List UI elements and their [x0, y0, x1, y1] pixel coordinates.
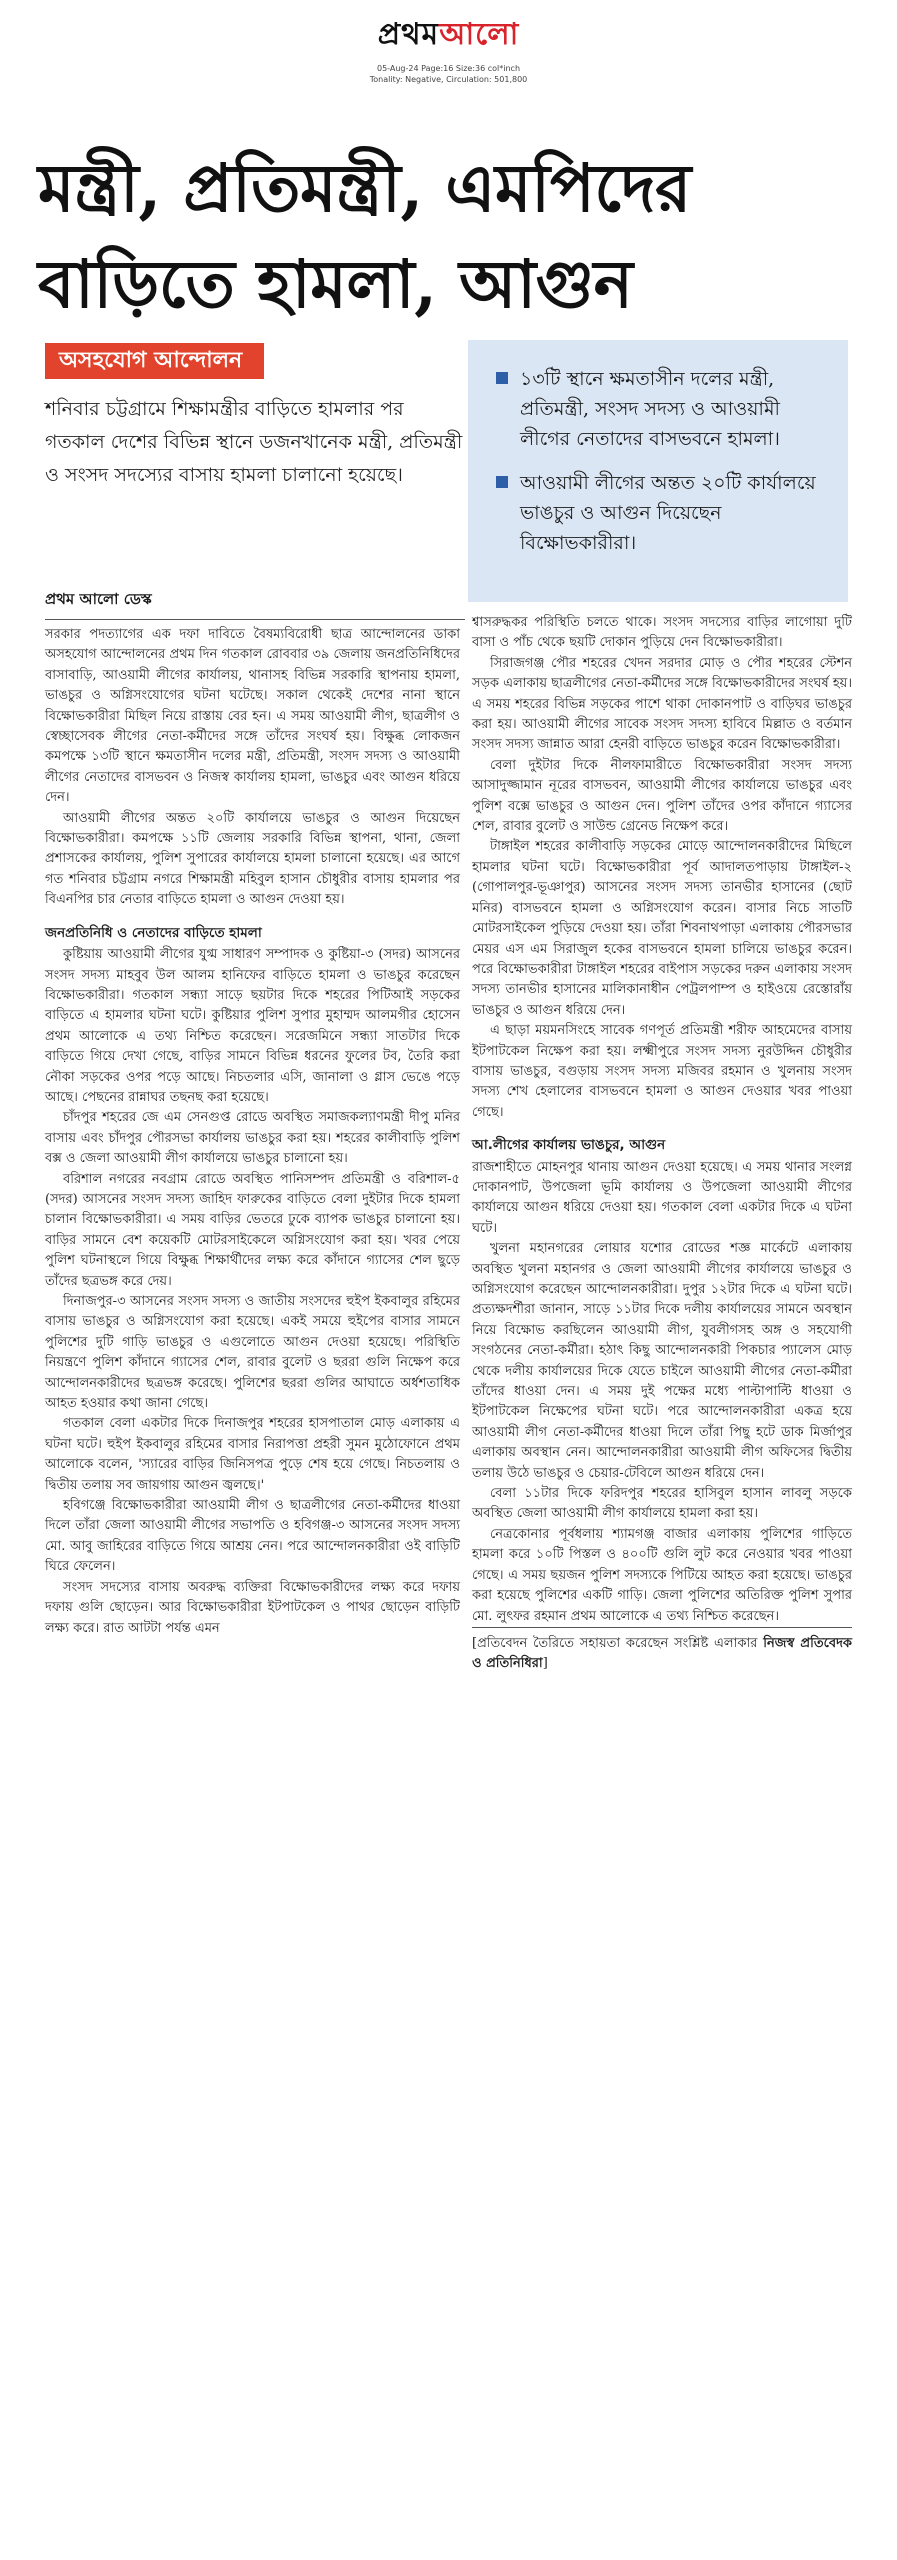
square-bullet-icon — [496, 372, 508, 384]
paragraph: বরিশাল নগরের নবগ্রাম রোডে অবস্থিত পানিসম্পদ প্রতিমন্ত্রী ও বরিশাল-৫ (সদর) আসনের সংসদ সদস্য জাহিদ ফারুকের বাড়িতে বেলা দুইটার দিকে হামলা চালান বিক্ষোভকারীরা। এ সময় বাড়ির ভেতরে ঢুকে ব্যাপক ভাঙচুর চালানো হয়। বাড়ির সামনে বেশ কয়েকটি মোটরসাইকেলে অগ্নিসংযোগ করা হয়। খবর পেয়ে পুলিশ ঘটনাস্থলে গিয়ে বিক্ষুব্ধ শিক্ষার্থীদের লক্ষ্য করে কাঁদানে গ্যাসের শেল ছুড়ে তাঁদের ছত্রভঙ্গ করে দেয়। — [45, 1171, 460, 1289]
highlight-text: ১৩টি স্থানে ক্ষমতাসীন দলের মন্ত্রী, প্রতিমন্ত্রী, সংসদ সদস্য ও আওয়ামী লীগের নেতাদের বাসভবনে হামলা। — [520, 368, 780, 450]
subheading: জনপ্রতিনিধি ও নেতাদের বাড়িতে হামলা — [45, 924, 262, 941]
clipping-meta — [0, 63, 897, 85]
masthead — [0, 10, 897, 85]
contributors-note: [প্রতিবেদন তৈরিতে সহায়তা করেছেন সংশ্লিষ্ট এলাকার নিজস্ব প্রতিবেদক ও প্রতিনিধিরা] — [472, 1627, 852, 1675]
paragraph: সংসদ সদস্যের বাসায় অবরুদ্ধ ব্যক্তিরা বিক্ষোভকারীদের লক্ষ্য করে দফায় দফায় গুলি ছোড়েন। আর বিক্ষোভকারীরা ইটপাটকেল ও পাথর ছোড়েন বাড়িটি লক্ষ্য করে। রাত আটটা পর্যন্ত এমন — [45, 1579, 460, 1636]
highlight-box — [468, 340, 848, 602]
paragraph: বেলা দুইটার দিকে নীলফামারীতে বিক্ষোভকারীরা সংসদ সদস্য আসাদুজ্জামান নূরের বাসভবন, আওয়ামী লীগের কার্যালয়ে ভাঙচুর এবং পুলিশ বক্সে ভাঙচুর ও আগুন দেন। পুলিশ তাঁদের ওপর কাঁদানে গ্যাসের শেল, রাবার বুলেট ও সাউন্ড গ্রেনেড নিক্ষেপ করে। — [472, 757, 852, 835]
highlight-text: আওয়ামী লীগের অন্তত ২০টি কার্যালয়ে ভাঙচুর ও আগুন দিয়েছেন বিক্ষোভকারীরা। — [520, 472, 816, 554]
paragraph: গতকাল বেলা একটার দিকে দিনাজপুর শহরের হাসপাতাল মোড় এলাকায় এ ঘটনা ঘটে। হুইপ ইকবালুর রহিমের বাসার নিরাপত্তা প্রহরী সুমন মুঠোফোনে প্রথম আলোকে বলেন, 'স্যারের বাড়ির জিনিসপত্র পুড়ে শেষ হয়ে গেছে। নিচতলায় ও দ্বিতীয় তলায় সব জায়গায় আগুন জ্বলছে।' — [45, 1416, 460, 1493]
headline-line1: মন্ত্রী, প্রতিমন্ত্রী, এমপিদের — [38, 149, 691, 227]
article-column-right — [472, 613, 852, 1675]
paragraph: নেত্রকোনার পূর্বধলায় শ্যামগঞ্জ বাজার এলাকায় পুলিশের গাড়িতে হামলা করে ১০টি পিস্তল ও ৪০০টি গুলি লুট করে নেওয়ার খবর পাওয়া গেছে। এ সময় ছয়জন পুলিশ সদস্যকে পিটিয়ে আহত করা হয়েছে। ভাঙচুর করা হয়েছে পুলিশের একটি গাড়ি। জেলা পুলিশের অতিরিক্ত পুলিশ সুপার মো. লুৎফর রহমান প্রথম আলোকে এ তথ্য নিশ্চিত করেছেন। — [472, 1526, 852, 1624]
square-bullet-icon — [496, 476, 508, 488]
paragraph: হবিগঞ্জে বিক্ষোভকারীরা আওয়ামী লীগ ও ছাত্রলীগের নেতা-কর্মীদের ধাওয়া দিলে তাঁরা জেলা আওয়ামী লীগের সভাপতি ও হবিগঞ্জ-৩ আসনের সংসদ সদস্য মো. আবু জাহিরের বাড়িতে গিয়ে আশ্রয় নেন। পরে আন্দোলনকারীরা ওই বাড়িটি ঘিরে ফেলেন। — [45, 1498, 460, 1575]
highlight-item — [496, 364, 828, 454]
headline-line2: বাড়িতে হামলা, আগুন — [38, 245, 633, 323]
paragraph: শ্বাসরুদ্ধকর পরিস্থিতি চলতে থাকে। সংসদ সদস্যের বাড়ির লাগোয়া দুটি বাসা ও পাঁচ থেকে ছয়টি দোকান পুড়িয়ে দেন বিক্ষোভকারীরা। — [472, 615, 852, 651]
subheading: আ.লীগের কার্যালয় ভাঙচুর, আগুন — [472, 1137, 666, 1154]
newspaper-logo: প্রথমআলো — [377, 17, 520, 52]
paragraph: রাজশাহীতে মোহনপুর থানায় আগুন দেওয়া হয়েছে। এ সময় থানার সংলগ্ন দোকানপাট, উপজেলা ভূমি কার্যালয় ও উপজেলা আওয়ামী লীগের কার্যালয়ে আগুন ধরিয়ে দেওয়া হয়। গতকাল বেলা একটার দিকে এ ঘটনা ঘটে। — [472, 1159, 852, 1236]
clipping-meta-line1: 05-Aug-24 Page:16 Size:36 col*inch — [376, 64, 521, 73]
paragraph: আওয়ামী লীগের অন্তত ২০টি কার্যালয়ে ভাঙচুর ও আগুন দিয়েছেন বিক্ষোভকারীরা। কমপক্ষে ১১টি জেলায় সরকারি বিভিন্ন স্থাপনা, থানা, জেলা প্রশাসকের কার্যালয়, পুলিশ সুপারের কার্যালয়ে হামলা চালানো হয়েছে। এর আগে গত শনিবার চট্টগ্রাম নগরে শিক্ষামন্ত্রী মহিবুল হাসান চৌধুরীর বাসায় হামলার পর বিএনপির চার নেতার বাড়িতে হামলা ও আগুন দেওয়া হয়। — [45, 810, 460, 908]
byline: প্রথম আলো ডেস্ক — [45, 588, 465, 620]
paragraph: চাঁদপুর শহরের জে এম সেনগুপ্ত রোডে অবস্থিত সমাজকল্যাণমন্ত্রী দীপু মনির বাসায় এবং চাঁদপুর পৌরসভা কার্যালয় ভাঙচুর করা হয়। শহরের কালীবাড়ি পুলিশ বক্স ও জেলা আওয়ামী লীগ কার্যালয়ে ভাঙচুর চালানো হয়। — [45, 1110, 460, 1167]
article-column-left — [45, 625, 460, 1639]
paragraph: টাঙ্গাইল শহরের কালীবাড়ি সড়কের মোড়ে আন্দোলনকারীদের মিছিলে হামলার ঘটনা ঘটে। বিক্ষোভকারীরা পূর্ব আদালতপাড়ায় টাঙ্গাইল-২ (গোপালপুর-ভূঞাপুর) আসনের সংসদ সদস্য তানভীর হাসানের (ছোট মনির) বাসভবনে হামলা ও অগ্নিসংযোগ করেন। বাসার নিচে সাতটি মোটরসাইকেল পুড়িয়ে দেওয়া হয়। তাঁরা শিবনাথপাড়া এলাকায় পৌরসভার মেয়র এস এম সিরাজুল হকের বাসভবনে হামলা চালিয়ে ভাঙচুর করেন। পরে বিক্ষোভকারীরা টাঙ্গাইল শহরের বাইপাস সড়কের দরুন এলাকায় সংসদ সদস্য তানভীর হাসানের মালিকানাধীন পেট্রলপাম্প ও হাইওয়ে রেস্তোরাঁয় ভাঙচুর ও আগুন ধরিয়ে দেন। — [472, 839, 852, 1018]
paragraph: সরকার পদত্যাগের এক দফা দাবিতে বৈষম্যবিরোধী ছাত্র আন্দোলনের ডাকা অসহযোগ আন্দোলনের প্রথম দিন গতকাল রোববার ৩৯ জেলায় জনপ্রতিনিধিদের বাসাবাড়ি, আওয়ামী লীগের কার্যালয়, থানাসহ বিভিন্ন সরকারি স্থাপনায় হামলা, ভাঙচুর ও অগ্নিসংযোগের ঘটনা ঘটেছে। সকাল থেকেই দেশের নানা স্থানে বিক্ষোভকারীরা মিছিল নিয়ে রাস্তায় বের হন। এ সময় আওয়ামী লীগ, ছাত্রলীগ ও স্বেচ্ছাসেবক লীগের নেতা-কর্মীদের সঙ্গে তাঁদের সংঘর্ষ হয়। বিক্ষুব্ধ লোকজন কমপক্ষে ১৩টি স্থানে ক্ষমতাসীন দলের মন্ত্রী, প্রতিমন্ত্রী, সংসদ সদস্য ও আওয়ামী লীগের নেতাদের বাসভবন ও নিজস্ব কার্যালয় হামলা, ভাঙচুর এবং আগুন ধরিয়ে দেন। — [45, 627, 460, 806]
paragraph: সিরাজগঞ্জ পৌর শহরের খেদন সরদার মোড় ও পৌর শহরের স্টেশন সড়ক এলাকায় ছাত্রলীগের নেতা-কর্মীদের সঙ্গে বিক্ষোভকারীদের সংঘর্ষ হয়। এ সময় শহরের বিভিন্ন সড়কের পাশে থাকা দোকানপাট ও বাড়িঘর ভাঙচুর করা হয়। আওয়ামী লীগের সাবেক সংসদ সদস্য হাবিবে মিল্লাত ও বর্তমান সংসদ সদস্য জান্নাত আরা হেনরী বাড়িতে ভাঙচুর করেন বিক্ষোভকারীরা। — [472, 655, 852, 753]
headline — [38, 140, 858, 332]
paragraph: বেলা ১১টার দিকে ফরিদপুর শহরের হাসিবুল হাসান লাবলু সড়কে অবস্থিত জেলা আওয়ামী লীগ কার্যালয়ে হামলা করা হয়। — [472, 1486, 852, 1522]
clipping-meta-line2: Tonality: Negative, Circulation: 501,800 — [369, 75, 528, 84]
highlight-item — [496, 468, 828, 558]
paragraph: খুলনা মহানগরের লোয়ার যশোর রোডের শজ্ঞ মার্কেটে এলাকায় অবস্থিত খুলনা মহানগর ও জেলা আওয়ামী লীগের কার্যালয়ে ভাঙচুর ও অগ্নিসংযোগ করেছেন আন্দোলনকারীরা। দুপুর ১২টার দিকে এ ঘটনা ঘটে। প্রত্যক্ষদর্শীরা জানান, সাড়ে ১১টার দিকে দলীয় কার্যালয়ের সামনে অবস্থান নিয়ে বিক্ষোভ করছিলেন আওয়ামী লীগ, যুবলীগসহ অঙ্গ ও সহযোগী সংগঠনের নেতা-কর্মীরা। হঠাৎ কিছু আন্দোলনকারী পিকচার প্যালেস মোড় থেকে দলীয় কার্যালয়ের দিকে যেতে চাইলে আওয়ামী লীগের নেতা-কর্মীরা তাঁদের ধাওয়া দেন। এ সময় দুই পক্ষের মধ্যে পাল্টাপাল্টি ধাওয়া ও ইটপাটকেল নিক্ষেপের ঘটনা ঘটে। পরে আন্দোলনকারীরা একত্র হয়ে আওয়ামী লীগ নেতা-কর্মীদের ধাওয়া দিলে তাঁরা পিছু হটে ডাক মির্জাপুর এলাকায় অবস্থান নেন। আন্দোলনকারীরা আওয়ামী লীগ অফিসের দ্বিতীয় তলায় উঠে ভাঙচুর ও চেয়ার-টেবিলে আগুন ধরিয়ে দেন। — [472, 1241, 852, 1481]
intro-text: শনিবার চট্টগ্রামে শিক্ষামন্ত্রীর বাড়িতে হামলার পর গতকাল দেশের বিভিন্ন স্থানে ডজনখানেক মন্ত্রী, প্রতিমন্ত্রী ও সংসদ সদস্যের বাসায় হামলা চালানো হয়েছে। — [45, 398, 463, 486]
paragraph: দিনাজপুর-৩ আসনের সংসদ সদস্য ও জাতীয় সংসদের হুইপ ইকবালুর রহিমের বাসায় ভাঙচুর ও অগ্নিসংযোগ করা হয়েছে। একই সময়ে হুইপের বাসার সামনে পুলিশের দুটি গাড়ি ভাঙচুর ও এগুলোতে আগুন দেওয়া হয়েছে। পরিস্থিতি নিয়ন্ত্রণে পুলিশ কাঁদানে গ্যাসের শেল, রাবার বুলেট ও ছররা গুলি নিক্ষেপ করে আন্দোলনকারীদের ছত্রভঙ্গ করেছে। পুলিশের ছররা গুলির আঘাতে অর্ধশতাধিক আহত হওয়ার কথা জানা গেছে। — [45, 1294, 460, 1412]
paragraph: কুষ্টিয়ায় আওয়ামী লীগের যুগ্ম সাধারণ সম্পাদক ও কুষ্টিয়া-৩ (সদর) আসনের সংসদ সদস্য মাহবুব উল আলম হানিফের বাড়িতে হামলা ও ভাঙচুর করেছেন বিক্ষোভকারীরা। গতকাল সন্ধ্যা সাড়ে ছয়টার দিকে শহরের পিটিআই সড়কের বাড়িতে এ হামলার ঘটনা ঘটে। কুষ্টিয়ার পুলিশ সুপার মুহাম্মদ আলমগীর হোসেন প্রথম আলোকে এ তথ্য নিশ্চিত করেছেন। সরেজমিনে সন্ধ্যা সাতটার দিকে বাড়িতে গিয়ে দেখা গেছে, বাড়ির সামনে বিভিন্ন ধরনের ফুলের টব, তৈরি করা নৌকা সড়কের ওপর পড়ে আছে। নিচতলার এসি, জানালা ও গ্লাস ভেঙে পড়ে আছে। পেছনের রান্নাঘর তছনছ করা হয়েছে। — [45, 947, 460, 1105]
section-tag: অসহযোগ আন্দোলন — [45, 343, 264, 379]
paragraph: এ ছাড়া ময়মনসিংহে সাবেক গণপূর্ত প্রতিমন্ত্রী শরীফ আহমেদের বাসায় ইটপাটকেল নিক্ষেপ করা হয়। লক্ষ্মীপুরে সংসদ সদস্য নুরউদ্দিন চৌধুরীর বাসায় ভাঙচুর, বগুড়ায় সংসদ সদস্য মজিবর রহমান ও খুলনায় সংসদ সদস্য শেখ হেলালের বাসভবনে হামলা ও আগুন দেওয়ার খবর পাওয়া গেছে। — [472, 1023, 852, 1120]
